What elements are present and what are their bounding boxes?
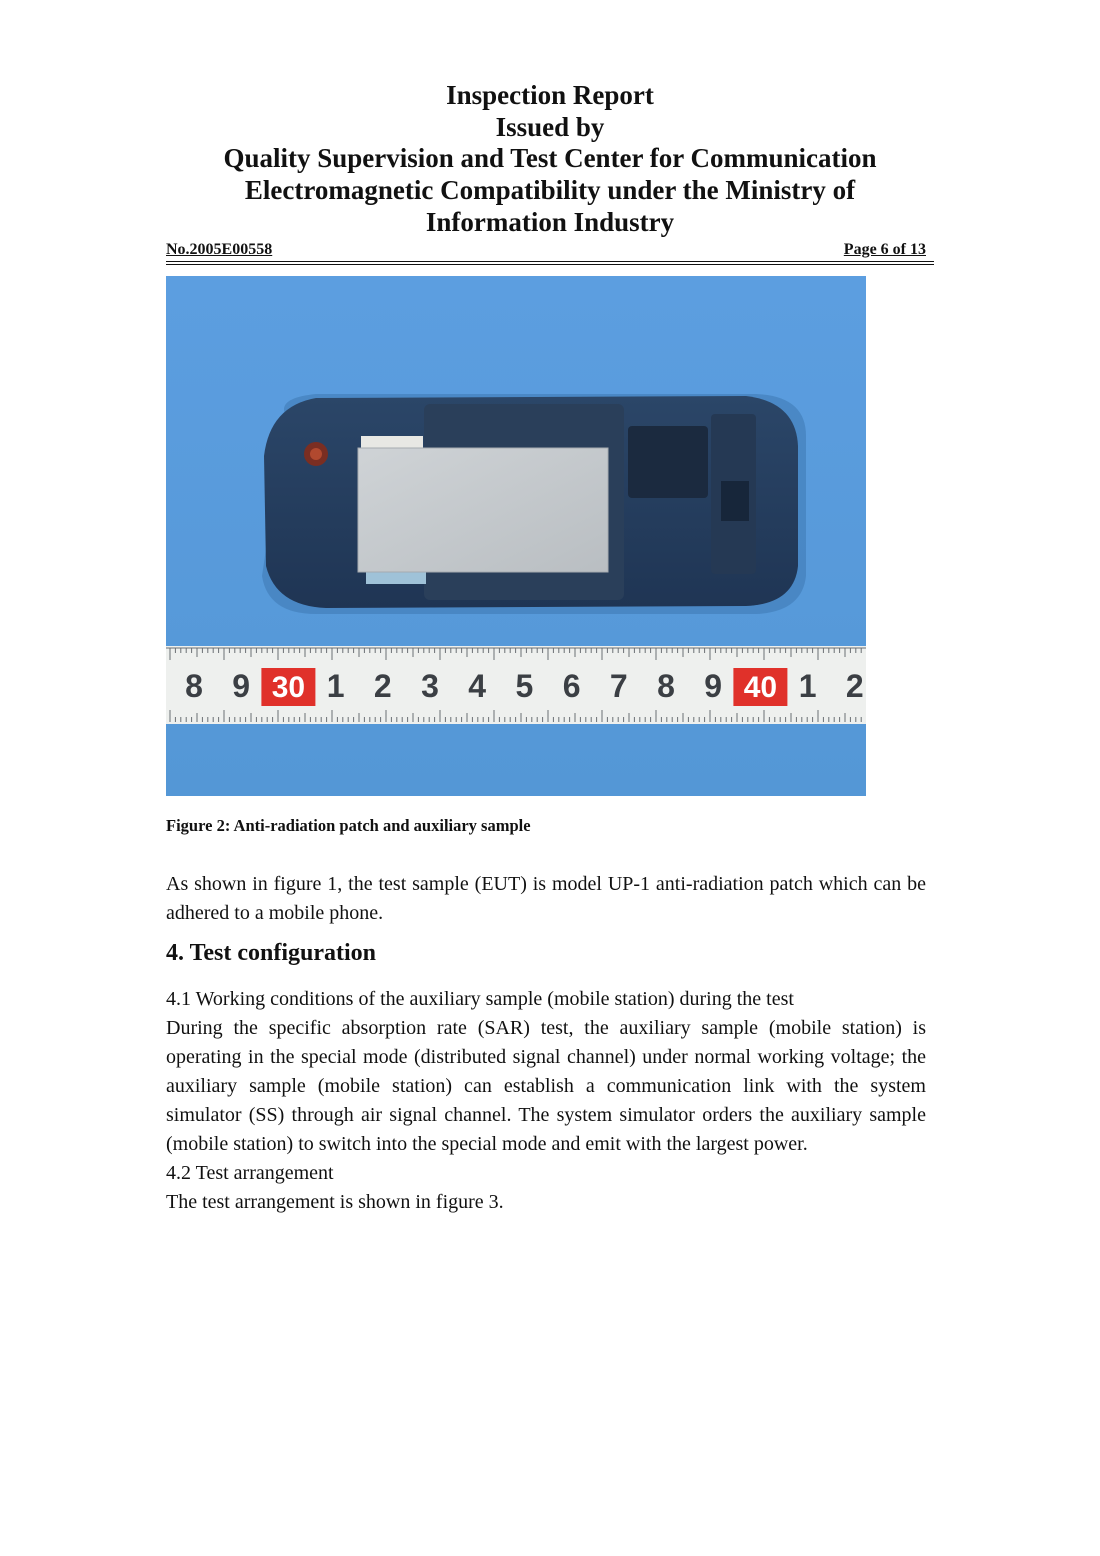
ruler-digit: 1 — [326, 668, 345, 704]
header-org-line3: Information Industry — [425, 206, 675, 237]
ruler-digit: 6 — [562, 668, 581, 704]
ruler-digit: 9 — [232, 668, 251, 704]
ruler-digit: 40 — [743, 671, 778, 704]
report-header — [0, 80, 1100, 239]
header-org-line2: Electromagnetic Compatibility under the Ministry of — [244, 175, 856, 206]
ruler-digit: 4 — [468, 668, 487, 704]
ruler-digit: 5 — [515, 668, 534, 704]
anti-radiation-patch — [358, 448, 608, 572]
ruler-digit: 2 — [373, 668, 392, 704]
ruler-digit: 8 — [657, 668, 675, 704]
ruler-digit: 1 — [798, 668, 817, 704]
header-title: Inspection Report — [446, 80, 654, 110]
header-org-line1: Quality Supervision and Test Center for Communication — [223, 143, 877, 174]
paragraph-eut: As shown in figure 1, the test sample (EUT) is model UP-1 anti-radiation patch which can be adhered to a mobile phone. — [166, 873, 926, 924]
ruler-digit: 30 — [271, 671, 306, 704]
ruler-digit: 3 — [421, 668, 439, 704]
subsection-4-2-title: 4.2 Test arrangement — [166, 1162, 334, 1184]
ruler-digit: 9 — [704, 668, 723, 704]
subsection-4-2-body: The test arrangement is shown in figure 3. — [166, 1191, 504, 1213]
subsection-4-1-title: 4.1 Working conditions of the auxiliary sample (mobile station) during the test — [166, 988, 794, 1010]
ruler-digit: 2 — [845, 668, 864, 704]
header-issued-by: Issued by — [495, 111, 605, 142]
report-number: No.2005E00558 — [166, 241, 273, 258]
ruler-digit: 7 — [609, 668, 628, 704]
section-body — [166, 985, 926, 1217]
header-divider — [166, 264, 934, 265]
figure-caption: Figure 2: Anti-radiation patch and auxiliary sample — [166, 816, 531, 835]
speaker-grille — [628, 426, 708, 498]
section-title: 4. Test configuration — [166, 940, 377, 966]
report-meta — [166, 241, 934, 262]
figure-photo — [166, 276, 866, 796]
page-number: Page 6 of 13 — [843, 241, 926, 258]
ruler-digit: 8 — [185, 668, 203, 704]
subsection-4-1-body: During the specific absorption rate (SAR) test, the auxiliary sample (mobile station) is operating in the special mode (distributed signal channel) under normal working voltage; the auxiliary sample (mobile station) can establish a communication link with the system simulator (SS) through air signal channel. The system simulator orders the auxiliary sample (mobile station) to switch into the special mode and emit with the largest power. — [166, 1017, 926, 1155]
